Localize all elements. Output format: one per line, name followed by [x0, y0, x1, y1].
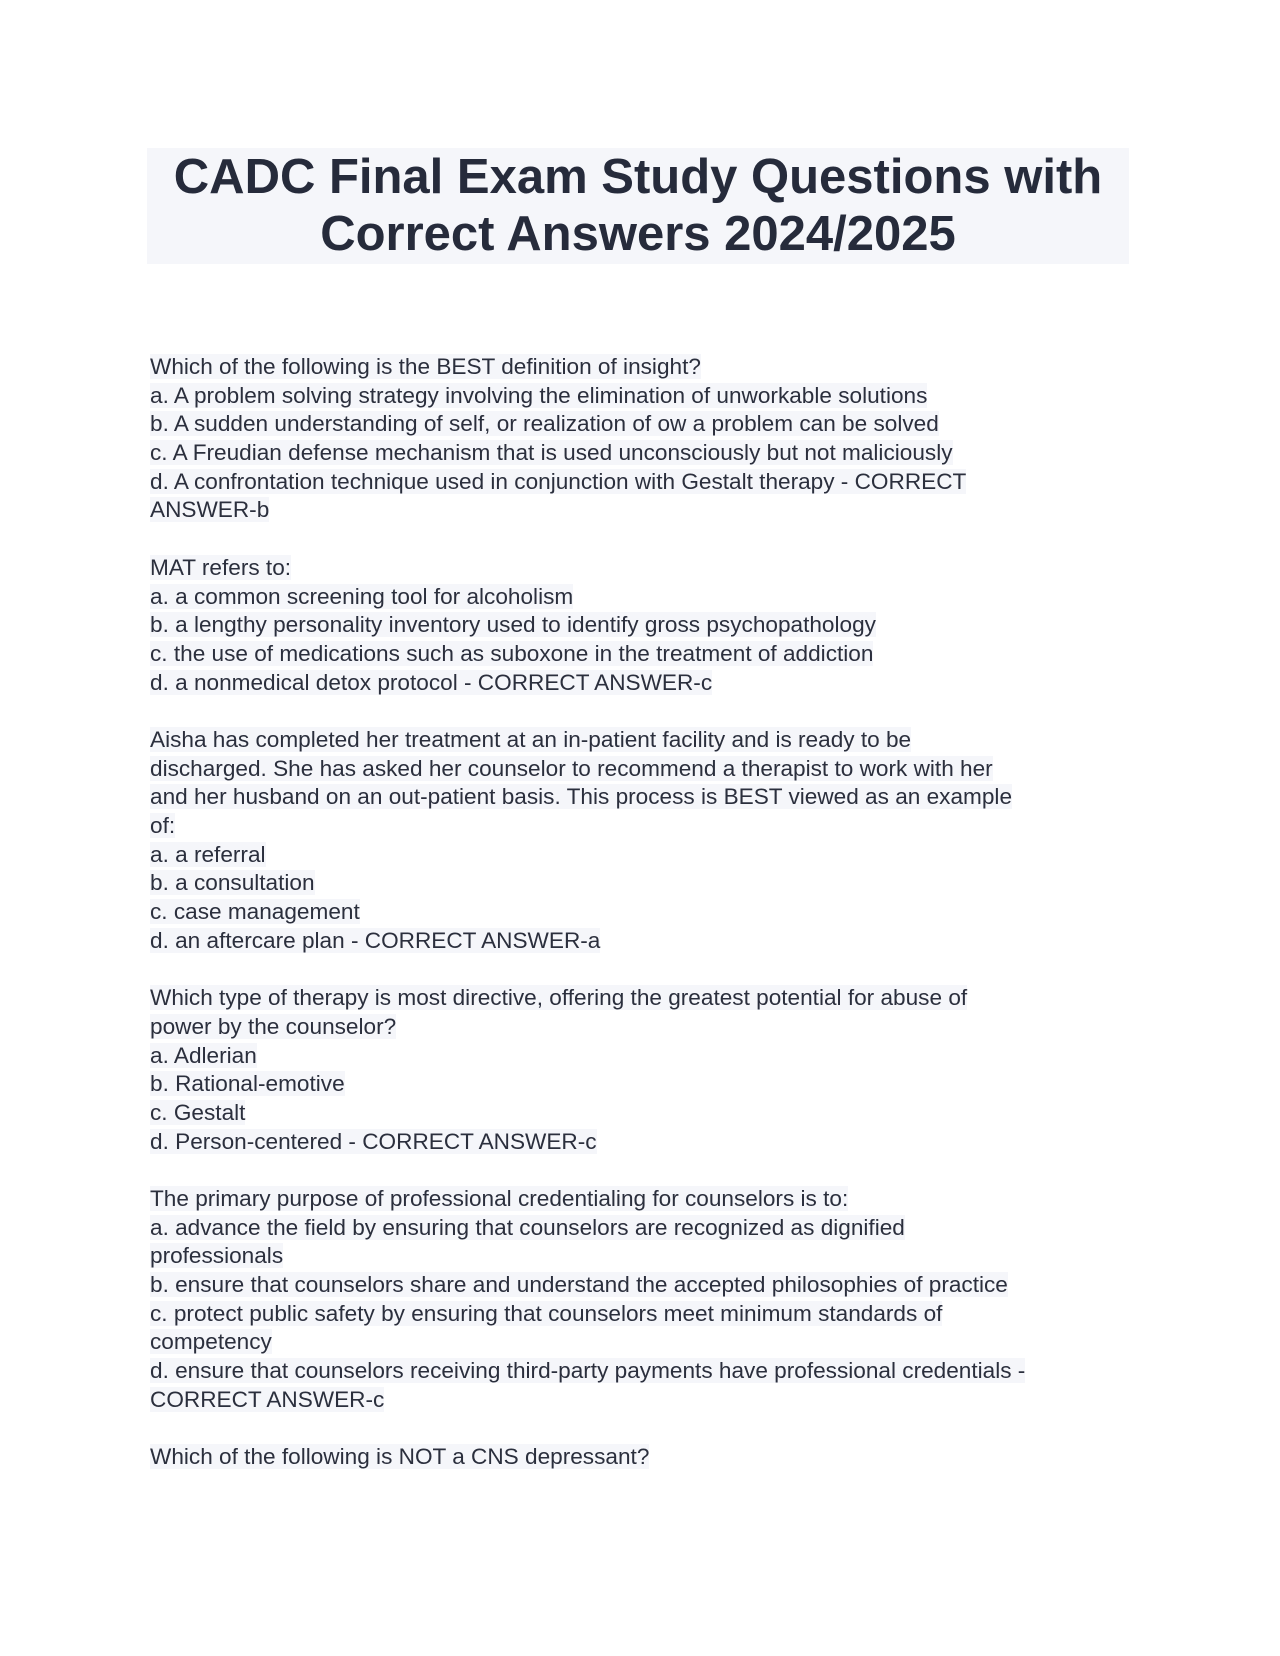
question-block	[150, 554, 1150, 697]
title-line-2: Correct Answers 2024/2025	[320, 207, 956, 261]
correct-answer: ANSWER-b	[150, 497, 270, 523]
answer-option: d. A confrontation technique used in conjunction with Gestalt therapy - CORRECT	[150, 468, 967, 494]
question-text: of:	[150, 813, 176, 838]
document-title	[147, 148, 1129, 264]
correct-answer: d. a nonmedical detox protocol - CORRECT ANSWER-c	[150, 669, 713, 695]
answer-option: b. Rational-emotive	[150, 1071, 345, 1097]
question-block	[150, 984, 1150, 1156]
answer-option: c. the use of medications such as suboxone in the treatment of addiction	[150, 640, 874, 666]
answer-option: a. Adlerian	[150, 1042, 257, 1068]
question-text: discharged. She has asked her counselor to recommend a therapist to work with her	[150, 755, 993, 781]
answer-option: b. a lengthy personality inventory used to identify gross psychopathology	[150, 612, 876, 638]
answer-option: c. protect public safety by ensuring that counselors meet minimum standards of	[150, 1300, 943, 1326]
questions-list	[150, 353, 1150, 1501]
question-text: Which of the following is NOT a CNS depressant?	[150, 1444, 650, 1470]
answer-option: a. A problem solving strategy involving the elimination of unworkable solutions	[150, 382, 928, 408]
correct-answer: d. Person-centered - CORRECT ANSWER-c	[150, 1128, 597, 1154]
question-text: MAT refers to:	[150, 554, 292, 580]
answer-option: c. A Freudian defense mechanism that is used unconsciously but not maliciously	[150, 440, 953, 466]
question-text: Which of the following is the BEST definition of insight?	[150, 354, 701, 379]
correct-answer: d. an aftercare plan - CORRECT ANSWER-a	[150, 927, 601, 953]
question-block	[150, 726, 1150, 956]
correct-answer: CORRECT ANSWER-c	[150, 1386, 385, 1412]
question-block	[150, 353, 1150, 525]
answer-option: competency	[150, 1329, 272, 1355]
answer-option: a. advance the field by ensuring that counselors are recognized as dignified	[150, 1214, 905, 1240]
answer-option: d. ensure that counselors receiving third-party payments have professional credentials -	[150, 1358, 1026, 1384]
question-block	[150, 1185, 1150, 1415]
answer-option: c. Gestalt	[150, 1099, 246, 1125]
answer-option: a. a common screening tool for alcoholism	[150, 583, 574, 609]
answer-option: a. a referral	[150, 841, 266, 867]
title-line-1: CADC Final Exam Study Questions with	[173, 150, 1103, 204]
answer-option: c. case management	[150, 899, 360, 925]
question-block	[150, 1443, 1150, 1472]
answer-option: b. a consultation	[150, 870, 315, 896]
answer-option: b. A sudden understanding of self, or realization of ow a problem can be solved	[150, 411, 939, 437]
answer-option: professionals	[150, 1243, 284, 1269]
question-text: Aisha has completed her treatment at an in-patient facility and is ready to be	[150, 726, 912, 752]
question-text: and her husband on an out-patient basis. This process is BEST viewed as an example	[150, 784, 1013, 810]
question-text: The primary purpose of professional credentialing for counselors is to:	[150, 1185, 849, 1211]
question-text: Which type of therapy is most directive, offering the greatest potential for abuse of	[150, 985, 968, 1011]
answer-option: b. ensure that counselors share and understand the accepted philosophies of practice	[150, 1272, 1008, 1297]
question-text: power by the counselor?	[150, 1013, 397, 1039]
